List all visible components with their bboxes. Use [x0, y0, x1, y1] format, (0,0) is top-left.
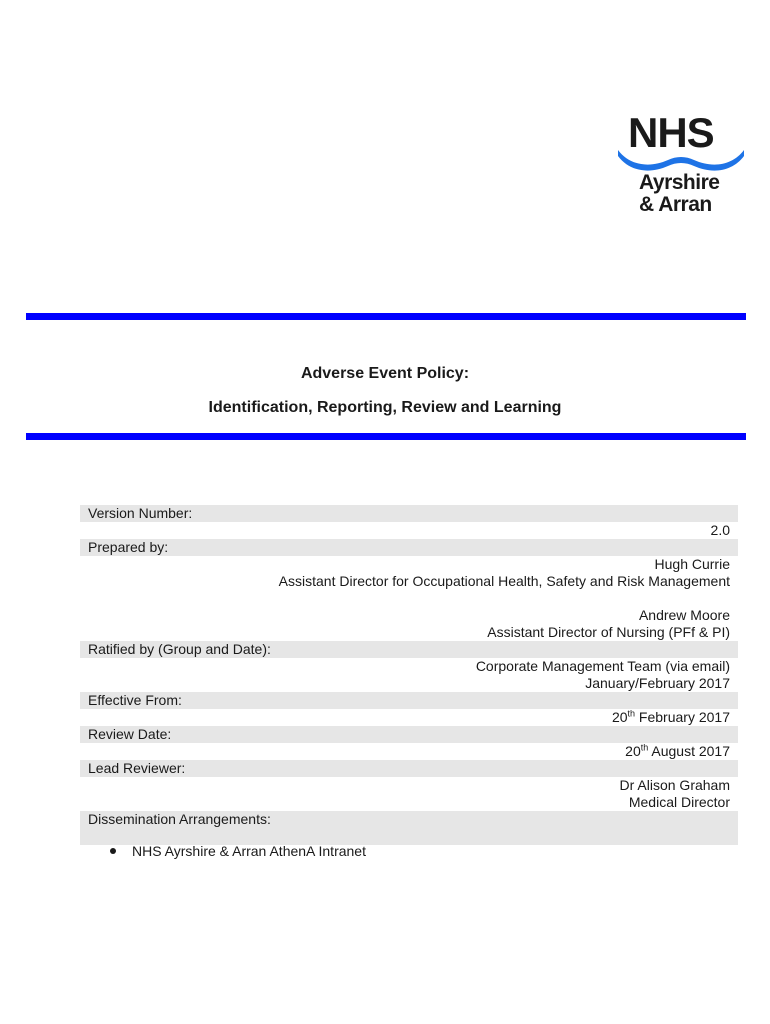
review-date-label: Review Date: — [80, 726, 738, 743]
review-month-year: August 2017 — [648, 743, 730, 759]
prepared-name-2: Andrew Moore — [638, 607, 730, 623]
review-day: 20 — [625, 743, 641, 759]
bullet-icon — [110, 848, 116, 854]
version-number-value: 2.0 — [710, 522, 730, 538]
effective-month-year: February 2017 — [635, 709, 730, 725]
document-subtitle: Identification, Reporting, Review and Learning — [208, 399, 562, 416]
prepared-role-2: Assistant Director of Nursing (PFf & PI) — [487, 624, 730, 640]
lead-reviewer-label: Lead Reviewer: — [80, 760, 738, 777]
bottom-blue-rule — [26, 433, 746, 440]
prepared-by-label: Prepared by: — [80, 539, 738, 556]
lead-reviewer-name: Dr Alison Graham — [619, 777, 730, 793]
ratified-date: January/February 2017 — [585, 675, 730, 691]
effective-from-value — [80, 709, 738, 726]
dissemination-item-text: NHS Ayrshire & Arran AthenA Intranet — [132, 843, 366, 859]
prepared-role-1: Assistant Director for Occupational Health, Safety and Risk Management — [278, 573, 730, 589]
ratified-group: Corporate Management Team (via email) — [475, 658, 730, 674]
effective-day: 20 — [611, 709, 628, 725]
nhs-ayrshire-arran-logo — [612, 108, 752, 220]
dissemination-list-item — [110, 843, 366, 860]
logo-nhs-text: NHS — [628, 109, 714, 156]
logo-wave-icon — [616, 144, 746, 172]
effective-from-label: Effective From: — [80, 692, 738, 709]
review-day-suffix: th — [640, 742, 649, 753]
document-info-table — [80, 505, 738, 845]
prepared-name-1: Hugh Currie — [654, 556, 730, 572]
review-date-value — [80, 743, 738, 760]
document-title: Adverse Event Policy: — [300, 365, 470, 382]
version-number-label: Version Number: — [80, 505, 738, 522]
logo-region-line-2: & Arran — [639, 193, 712, 216]
logo-region-line-1: Ayrshire — [639, 171, 720, 194]
effective-day-suffix: th — [627, 708, 636, 719]
top-blue-rule — [26, 313, 746, 320]
dissemination-arrangements-label: Dissemination Arrangements: — [80, 811, 738, 845]
lead-reviewer-role: Medical Director — [628, 794, 730, 810]
ratified-by-label: Ratified by (Group and Date): — [80, 641, 738, 658]
